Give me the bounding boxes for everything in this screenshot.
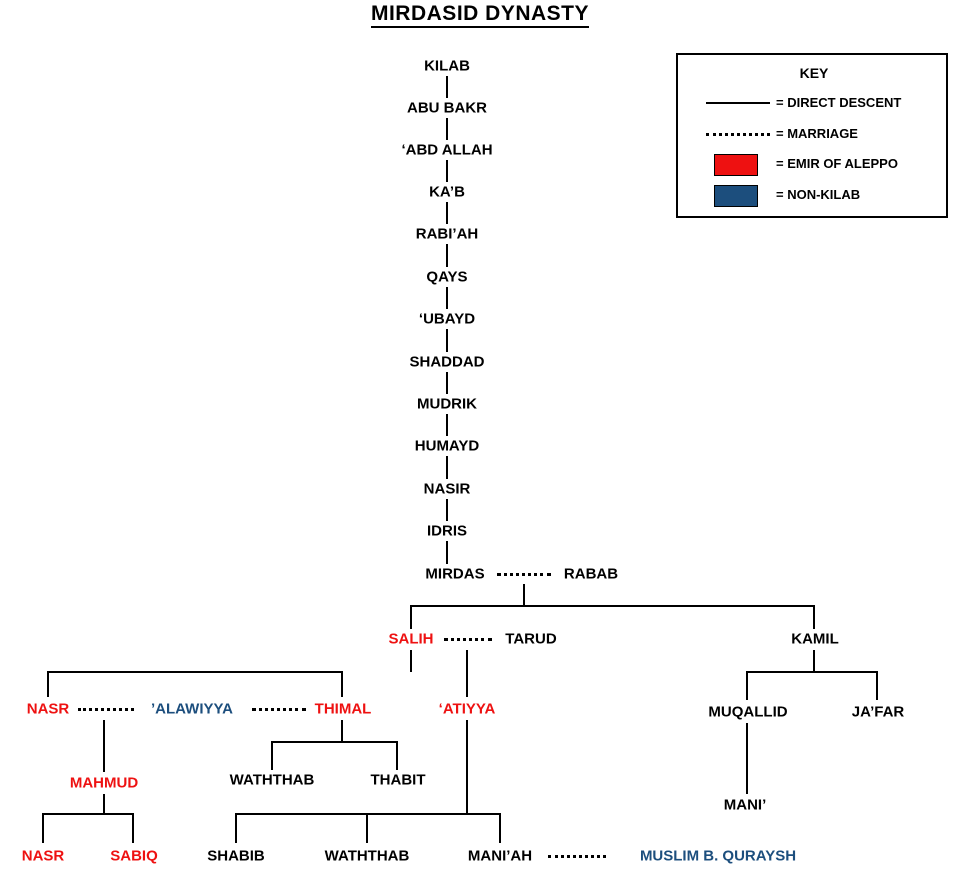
sibling-bus-shabib-maniah [235,813,501,815]
descent-line-abubakr-abdallah [446,118,448,140]
descent-line-idris-mirdas [446,541,448,564]
sibling-bus-nasr2-sabiq [42,813,134,815]
node-tarud: TARUD [502,632,559,647]
node-shaddad: SHADDAD [407,355,488,370]
descent-drop-mahmud [103,794,105,814]
node-thimal: THIMAL [312,702,375,717]
sibling-bus-salih-kamil [410,605,815,607]
descent-line-abdallah-kab [446,160,448,182]
sibling-bus-waththab-thabit [271,741,398,743]
descent-line-to-nasr [47,671,49,697]
descent-drop-salih [410,650,412,672]
node-abd-allah: ‘ABD ALLAH [398,143,495,158]
descent-line-to-muqallid [746,671,748,700]
node-alawiyya: ’ALAWIYYA [148,702,236,717]
node-rabiah: RABI’AH [413,227,482,242]
descent-line-kab-rabiah [446,202,448,224]
descent-line-to-waththab2 [366,813,368,843]
solid-line-icon [706,92,770,114]
node-maniah: MANI’AH [465,849,535,864]
node-abu-bakr: ABU BAKR [404,101,490,116]
descent-line-ubayd-shaddad [446,329,448,352]
node-mahmud: MAHMUD [67,776,141,791]
descent-line-to-thabit [396,741,398,770]
node-shabib: SHABIB [204,849,268,864]
descent-line-to-jafar [876,671,878,700]
node-qays: QAYS [423,270,470,285]
legend-title: KEY [799,65,829,81]
node-kab: KA’B [426,185,468,200]
descent-line-to-maniah [499,813,501,843]
node-humayd: HUMAYD [412,439,482,454]
descent-line-to-waththab1 [271,741,273,770]
legend-label-emir-of-aleppo: = EMIR OF ALEPPO [776,156,898,171]
node-kilab: KILAB [421,59,473,74]
marriage-line-mirdas-rabab [497,573,551,576]
node-jafar: JA’FAR [849,705,908,720]
descent-drop-atiyya [466,720,468,813]
node-waththab-1: WATHTHAB [227,773,318,788]
marriage-line-alawiyya-thimal [252,708,306,711]
legend-row-non-kilab [678,184,950,206]
legend-label-marriage: = MARRIAGE [776,126,858,141]
red-swatch-icon [706,153,770,175]
descent-line-to-nasr2 [42,813,44,843]
sibling-bus-nasr-thimal [47,671,343,673]
node-thabit: THABIT [368,773,429,788]
descent-line-muqallid-mani [746,723,748,794]
legend-row-emir-of-aleppo [678,153,950,175]
legend-box [676,53,948,218]
marriage-line-salih-tarud [444,638,492,641]
descent-line-to-shabib [235,813,237,843]
node-nasr-2: NASR [19,849,68,864]
node-nasr: NASR [24,702,73,717]
descent-line-kilab-abubakr [446,76,448,98]
descent-drop-thimal [341,720,343,742]
node-waththab-2: WATHTHAB [322,849,413,864]
node-muslim-b-quraysh: MUSLIM B. QURAYSH [637,849,799,864]
node-sabiq: SABIQ [107,849,161,864]
node-ubayd: ‘UBAYD [416,312,478,327]
descent-line-qays-ubayd [446,287,448,309]
node-salih: SALIH [386,632,437,647]
node-idris: IDRIS [424,524,470,539]
descent-line-to-sabiq [132,813,134,843]
descent-line-tarud-atiyya [466,650,468,697]
legend-row-direct-descent [678,92,950,114]
node-nasir: NASIR [421,482,474,497]
node-mudrik: MUDRIK [414,397,480,412]
descent-line-humayd-nasir [446,456,448,479]
descent-line-alawiyya-mahmud [103,720,105,772]
node-muqallid: MUQALLID [705,705,790,720]
legend-label-non-kilab: = NON-KILAB [776,187,861,202]
descent-line-to-salih [410,605,412,629]
legend-row-marriage [678,123,950,145]
page-title: MIRDASID DYNASTY [0,2,960,26]
legend-label-direct-descent: = DIRECT DESCENT [776,95,902,110]
descent-drop-mirdas-rabab [523,584,525,606]
descent-line-mudrik-humayd [446,414,448,436]
node-rabab: RABAB [561,567,621,582]
node-kamil: KAMIL [788,632,842,647]
descent-drop-kamil [813,650,815,672]
node-mani: MANI’ [721,798,770,813]
node-mirdas: MIRDAS [422,567,487,582]
descent-line-to-thimal [341,671,343,697]
descent-line-shaddad-mudrik [446,372,448,394]
dotted-line-icon [706,123,770,145]
sibling-bus-muqallid-jafar [746,671,877,673]
descent-line-nasir-idris [446,499,448,521]
descent-line-to-kamil [813,605,815,629]
descent-line-rabiah-qays [446,244,448,267]
blue-swatch-icon [706,184,770,206]
node-atiyya: ‘ATIYYA [436,702,499,717]
marriage-line-nasr-alawiyya [78,708,134,711]
marriage-line-maniah-muslim [548,855,606,858]
